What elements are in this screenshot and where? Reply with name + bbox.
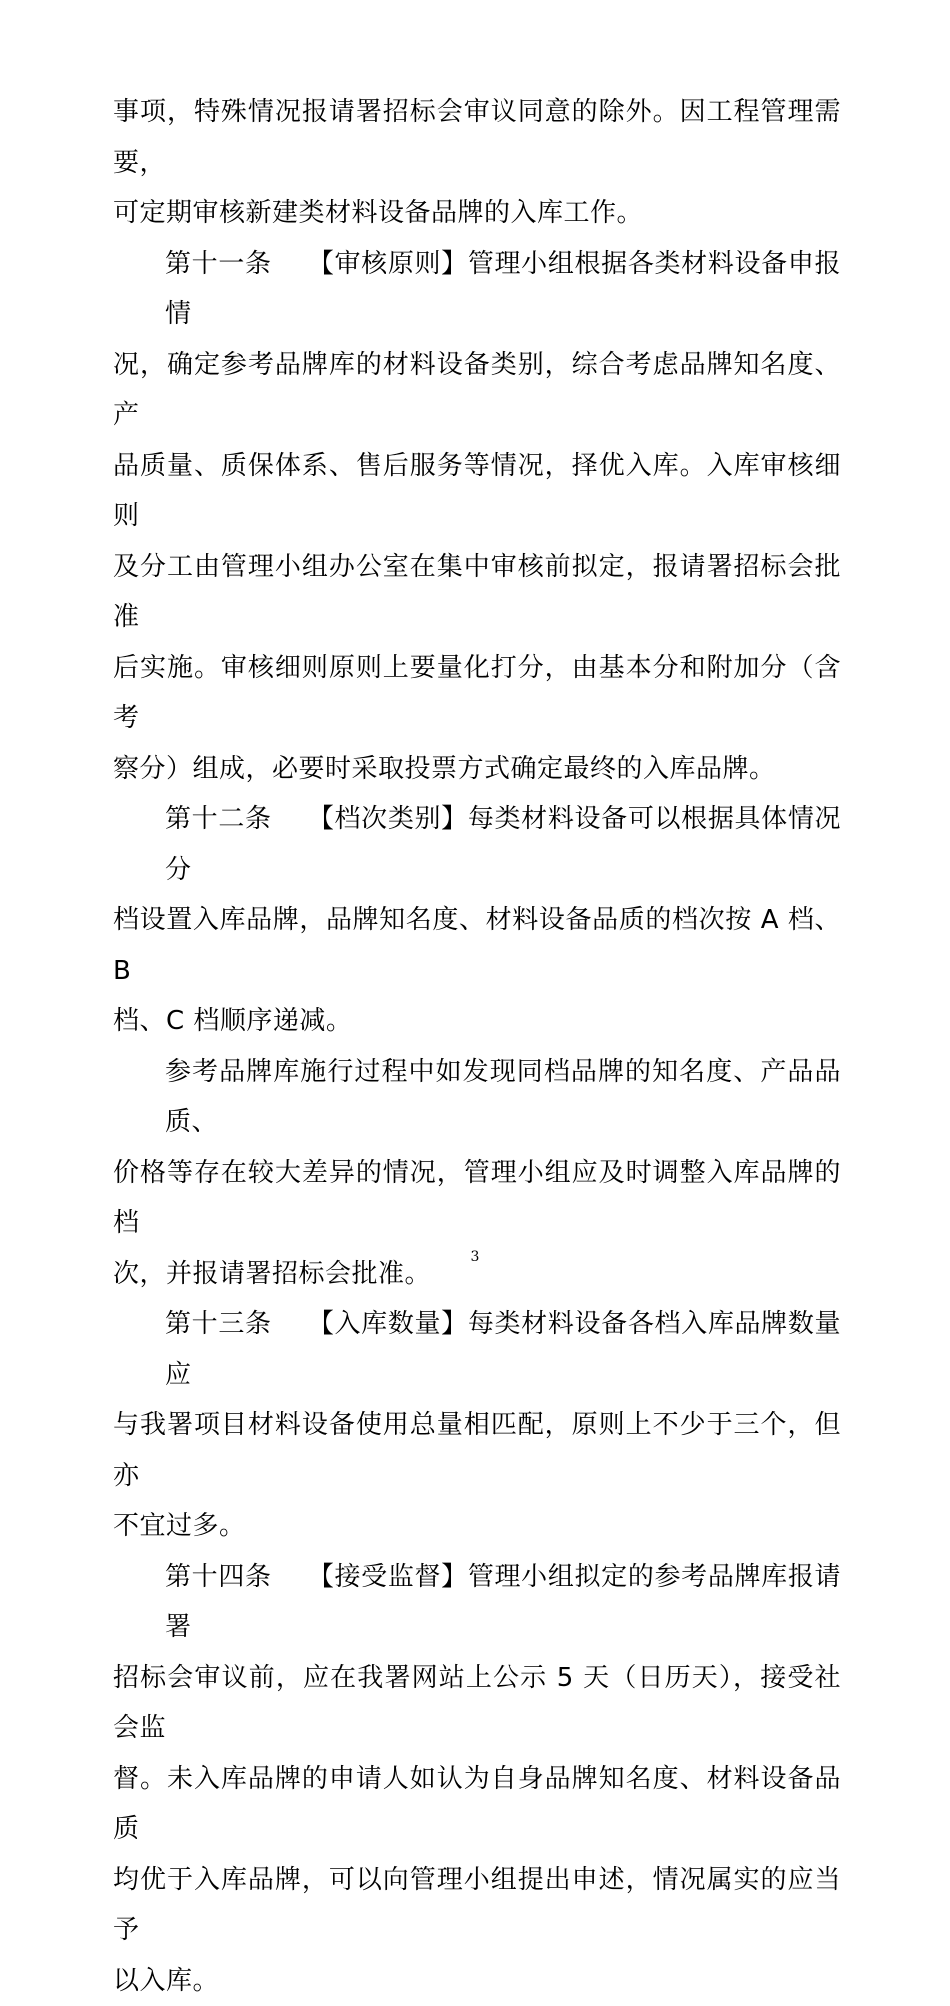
text-line: 品质量、质保体系、售后服务等情况，择优入库。入库审核细则	[113, 441, 841, 542]
article-number: 第十四条	[165, 1562, 272, 1592]
article-number: 第十三条	[165, 1309, 272, 1339]
document-body	[113, 87, 841, 2006]
article-14-first-line	[113, 1552, 841, 1653]
article-11-first-line	[113, 239, 841, 340]
text-line: 招标会审议前，应在我署网站上公示 5 天（日历天），接受社会监	[113, 1653, 841, 1754]
article-13	[113, 1299, 841, 1552]
text-line: 价格等存在较大差异的情况，管理小组应及时调整入库品牌的档	[113, 1148, 841, 1249]
article-11	[113, 239, 841, 795]
article-14	[113, 1552, 841, 2006]
text-line: 况，确定参考品牌库的材料设备类别，综合考虑品牌知名度、产	[113, 340, 841, 441]
article-12	[113, 794, 841, 1047]
text-line: 次，并报请署招标会批准。	[113, 1249, 841, 1300]
article-number: 第十一条	[165, 249, 272, 279]
text-line: 【接受监督】管理小组拟定的参考品牌库报请署	[165, 1562, 841, 1643]
page-number: 3	[0, 1248, 950, 1266]
text-line: 察分）组成，必要时采取投票方式确定最终的入库品牌。	[113, 744, 841, 795]
paragraph-continuation	[113, 87, 841, 239]
text-line: 督。未入库品牌的申请人如认为自身品牌知名度、材料设备品质	[113, 1754, 841, 1855]
text-line: 【入库数量】每类材料设备各档入库品牌数量应	[165, 1309, 841, 1390]
text-line: 【档次类别】每类材料设备可以根据具体情况分	[165, 804, 841, 885]
text-line: 参考品牌库施行过程中如发现同档品牌的知名度、产品品质、	[113, 1047, 841, 1148]
text-line: 均优于入库品牌，可以向管理小组提出申述，情况属实的应当予	[113, 1855, 841, 1956]
article-12-first-line	[113, 794, 841, 895]
text-line: 以入库。	[113, 1956, 841, 2006]
text-line: 及分工由管理小组办公室在集中审核前拟定，报请署招标会批准	[113, 542, 841, 643]
text-line: 事项，特殊情况报请署招标会审议同意的除外。因工程管理需要，	[113, 87, 841, 188]
article-13-first-line	[113, 1299, 841, 1400]
text-line: 与我署项目材料设备使用总量相匹配，原则上不少于三个，但亦	[113, 1400, 841, 1501]
text-line: 不宜过多。	[113, 1501, 841, 1552]
text-line: 【审核原则】管理小组根据各类材料设备申报情	[165, 249, 841, 330]
article-number: 第十二条	[165, 804, 272, 834]
text-line: 档设置入库品牌，品牌知名度、材料设备品质的档次按 A 档、B	[113, 895, 841, 996]
text-line: 可定期审核新建类材料设备品牌的入库工作。	[113, 188, 841, 239]
text-line: 档、C 档顺序递减。	[113, 996, 841, 1047]
text-line: 后实施。审核细则原则上要量化打分，由基本分和附加分（含考	[113, 643, 841, 744]
